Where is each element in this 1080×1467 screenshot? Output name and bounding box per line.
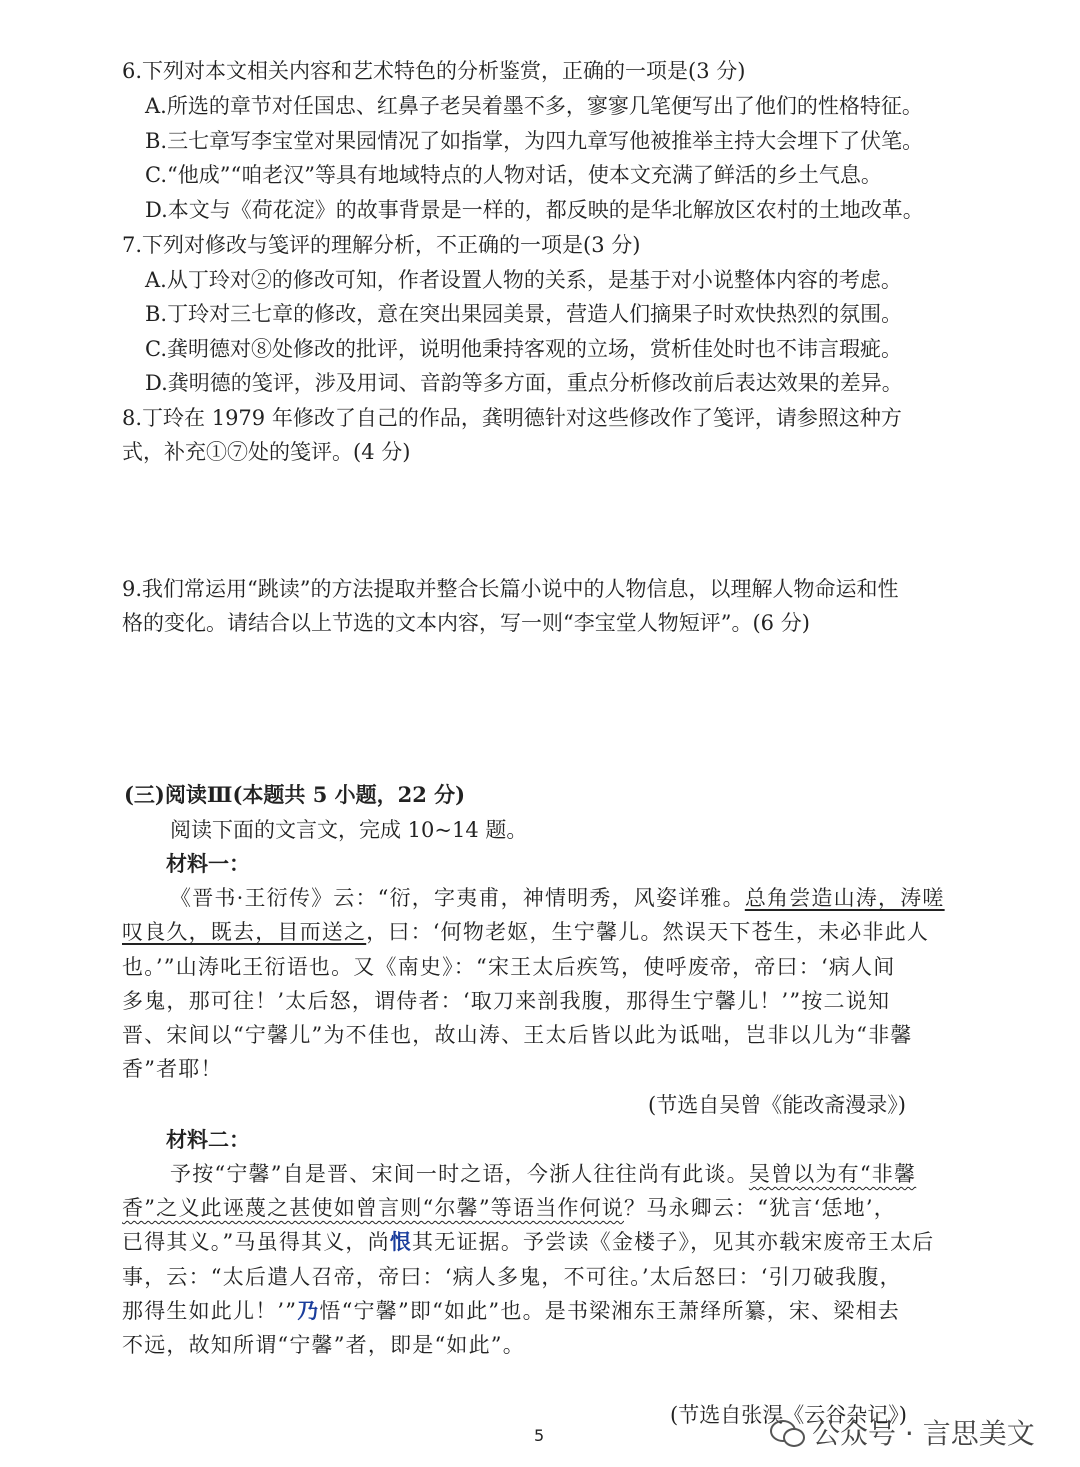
q7-option-c: C.龚明德对⑧处修改的批评，说明他秉持客观的立场，赏析佳处时也不讳言瑕疵。 bbox=[145, 337, 902, 361]
material-2-line-5-text-a: 那得生如此儿！’” bbox=[122, 1299, 298, 1323]
material-1-underlined-sentence-part-2: 叹良久，既去，目而送之 bbox=[122, 920, 367, 944]
material-2-wavy-sentence-part-1: 吴曾以为有“非馨 bbox=[748, 1162, 917, 1186]
q9-line-1: 9.我们常运用“跳读”的方法提取并整合长篇小说中的人物信息，以理解人物命运和性 bbox=[122, 577, 899, 601]
material-2-source: (节选自张淏《云谷杂记》) bbox=[670, 1403, 907, 1427]
material-1-line-4: 多鬼，那可往！’太后怒，谓侍者：‘取刀来剖我腹，那得生宁馨儿！’”按二说知 bbox=[122, 989, 891, 1013]
material-2-line-1-text: 予按“宁馨”自是晋、宋间一时之语，今浙人往往尚有此谈。 bbox=[170, 1162, 749, 1186]
q6-option-b: B.三七章写李宝堂对果园情况了如指掌，为四九章写他被推举主持大会埋下了伏笔。 bbox=[145, 129, 924, 153]
material-1-line-3: 也。’”山涛叱王衍语也。又《南史》：“宋王太后疾笃，使呼废帝，帝曰：‘病人间 bbox=[122, 955, 896, 979]
material-2-wavy-sentence-part-2: 香”之义此诬蔑之甚使如曾言则“尔馨”等语当作何说 bbox=[122, 1196, 625, 1220]
material-2-line-5 bbox=[122, 1294, 900, 1328]
material-1-underlined-sentence-part-1: 总角尝造山涛，涛嗟 bbox=[744, 886, 945, 910]
material-1-line-5: 晋、宋间以“宁馨儿”为不佳也，故山涛、王太后皆以此为诋咄，岂非以儿为“非馨 bbox=[122, 1023, 913, 1047]
material-1-line-1 bbox=[170, 881, 945, 915]
watermark-text: 公众号 · 言思美文 bbox=[812, 1417, 1035, 1450]
material-2-line-4: 事，云：“太后遣人召帝，帝曰：‘病人多鬼，不可往。’太后怒曰：‘引刀破我腹， bbox=[122, 1265, 902, 1289]
section-heading: (三)阅读Ⅲ(本题共 5 小题，22 分) bbox=[124, 782, 466, 807]
material-1-source: (节选自吴曾《能改斋漫录》) bbox=[648, 1093, 906, 1117]
material-2-keyword-nai: 乃 bbox=[297, 1298, 320, 1323]
material-2-line-3-text-a: 已得其义。”马虽得其义，尚 bbox=[122, 1230, 390, 1254]
q6-option-d: D.本文与《荷花淀》的故事背景是一样的，都反映的是华北解放区农村的土地改革。 bbox=[145, 198, 924, 222]
q7-option-d: D.龚明德的笺评，涉及用词、音韵等多方面，重点分析修改前后表达效果的差异。 bbox=[145, 371, 903, 395]
q8-line-1: 8.丁玲在 1979 年修改了自己的作品，龚明德针对这些修改作了笺评，请参照这种方 bbox=[122, 406, 902, 430]
page-number: 5 bbox=[534, 1426, 545, 1445]
q6-option-c: C.“他成”“咱老汉”等具有地域特点的人物对话，使本文充满了鲜活的乡土气息。 bbox=[145, 163, 882, 187]
q6-stem: 6.下列对本文相关内容和艺术特色的分析鉴赏，正确的一项是(3 分) bbox=[122, 59, 746, 83]
material-2-line-2 bbox=[122, 1191, 896, 1225]
section-intro: 阅读下面的文言文，完成 10~14 题。 bbox=[170, 818, 528, 842]
material-2-line-6: 不远，故知所谓“宁馨”者，即是“如此”。 bbox=[122, 1333, 525, 1357]
material-2-line-3 bbox=[122, 1225, 934, 1259]
q9-line-2: 格的变化。请结合以上节选的文本内容，写一则“李宝堂人物短评”。(6 分) bbox=[122, 611, 810, 635]
material-2-line-3-text-b: 其无证据。予尝读《金楼子》，见其亦载宋废帝王太后 bbox=[412, 1230, 935, 1254]
material-2-title: 材料二： bbox=[166, 1127, 250, 1152]
material-1-line-2 bbox=[122, 915, 929, 949]
q7-option-a: A.从丁玲对②的修改可知，作者设置人物的关系，是基于对小说整体内容的考虑。 bbox=[145, 268, 902, 292]
material-2-line-2-text: ？马永卿云：“犹言‘恁地’， bbox=[624, 1196, 896, 1220]
q6-option-a: A.所选的章节对任国忠、红鼻子老吴着墨不多，寥寥几笔便写出了他们的性格特征。 bbox=[145, 94, 923, 118]
wechat-icon bbox=[770, 1418, 804, 1446]
watermark bbox=[770, 1412, 1035, 1452]
q7-stem: 7.下列对修改与笺评的理解分析，不正确的一项是(3 分) bbox=[122, 233, 641, 257]
material-1-line-1-text: 《晋书·王衍传》云：“衍，字夷甫，神情明秀，风姿详雅。 bbox=[170, 886, 745, 910]
q7-option-b: B.丁玲对三七章的修改，意在突出果园美景，营造人们摘果子时欢快热烈的氛围。 bbox=[145, 302, 903, 326]
material-1-line-6: 香”者耶！ bbox=[122, 1057, 223, 1081]
material-1-title: 材料一： bbox=[166, 851, 250, 876]
q8-line-2: 式，补充①⑦处的笺评。(4 分) bbox=[122, 440, 411, 464]
material-2-line-1 bbox=[170, 1157, 916, 1191]
material-2-line-5-text-b: 悟“宁馨”即“如此”也。是书梁湘东王萧绎所纂，宋、梁相去 bbox=[319, 1299, 900, 1323]
material-2-keyword-hen: 恨 bbox=[389, 1229, 413, 1254]
material-1-line-2-text: ，曰：‘何物老妪，生宁馨儿。然误天下苍生，未必非此人 bbox=[366, 920, 930, 944]
